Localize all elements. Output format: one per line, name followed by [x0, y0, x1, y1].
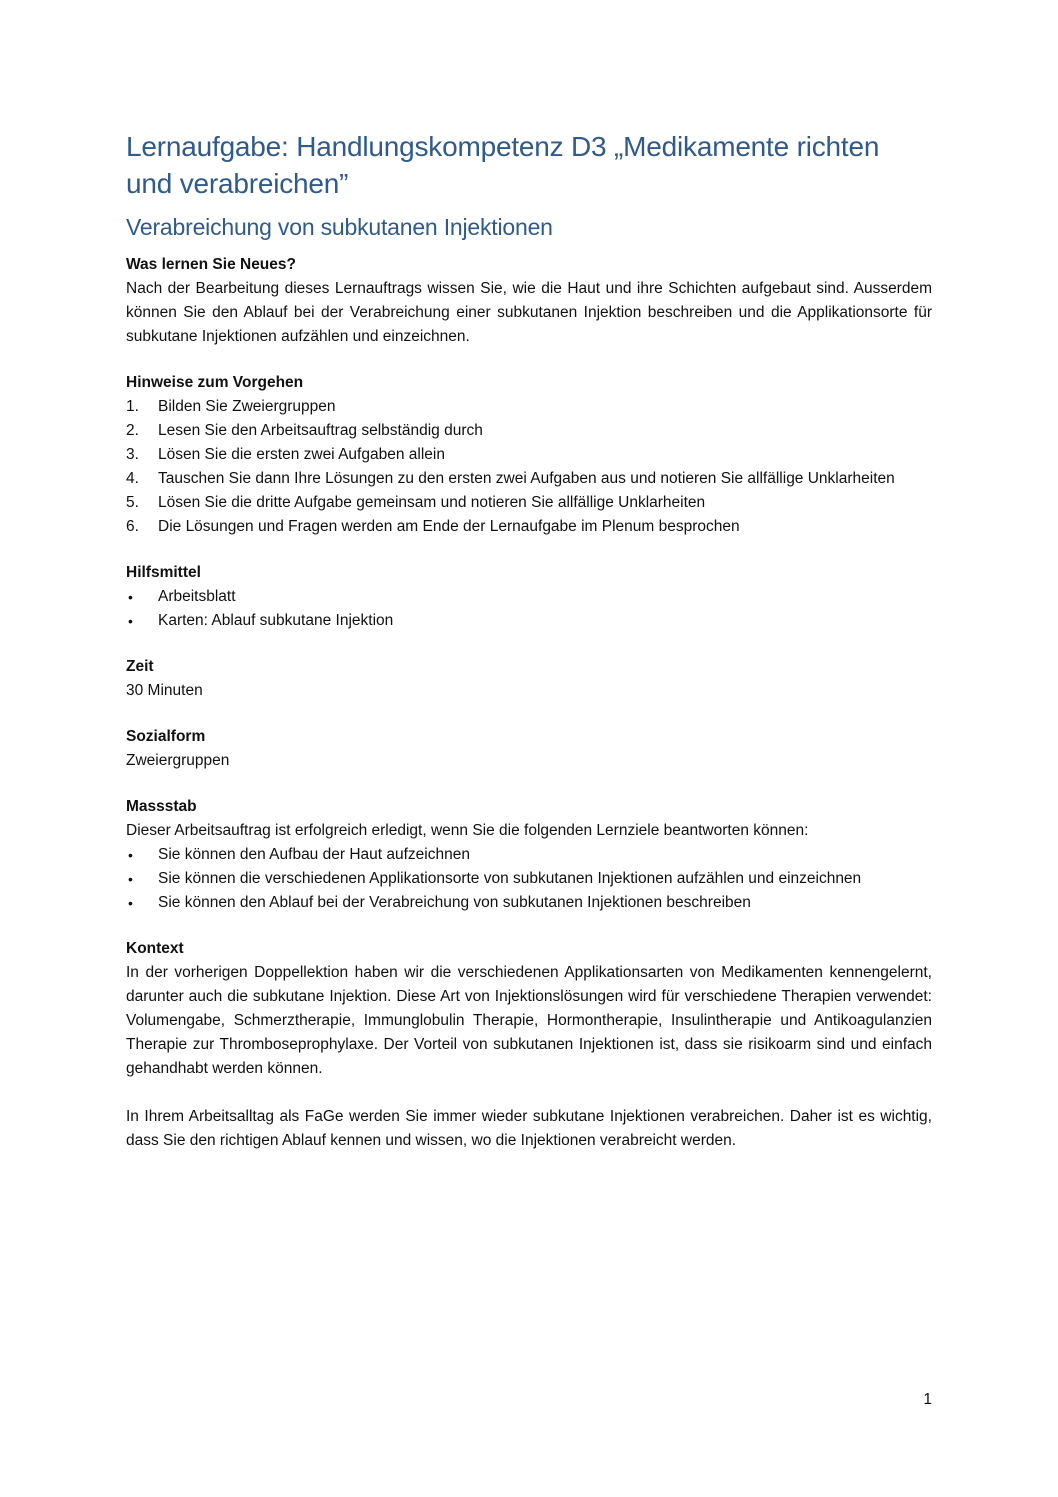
section-hilfsmittel [126, 561, 932, 633]
section-kontext [126, 937, 932, 1153]
step-text: Lösen Sie die ersten zwei Aufgaben allein [158, 446, 445, 463]
list-item [126, 395, 932, 419]
section-neues [126, 253, 932, 349]
list-item-text: Karten: Ablauf subkutane Injektion [158, 612, 394, 629]
section-text-sozialform: Zweiergruppen [126, 752, 230, 769]
section-text-zeit: 30 Minuten [126, 682, 203, 699]
step-number: 5. [126, 494, 139, 511]
bullet-icon: • [128, 895, 133, 911]
step-text: Tauschen Sie dann Ihre Lösungen zu den ersten zwei Aufgaben aus und notieren Sie allfällige Unklarheiten [158, 470, 895, 487]
document-page [126, 128, 932, 1153]
list-item [126, 515, 932, 539]
page-subtitle: Verabreichung von subkutanen Injektionen [126, 214, 553, 240]
list-item-text: Arbeitsblatt [158, 588, 236, 605]
bullet-icon: • [128, 613, 133, 629]
section-heading-hilfsmittel: Hilfsmittel [126, 564, 201, 581]
paragraph-spacer [126, 1081, 932, 1105]
lernziele-list [126, 843, 932, 915]
list-item [126, 419, 932, 443]
list-item [126, 843, 932, 867]
section-heading-sozialform: Sozialform [126, 728, 206, 745]
section-heading-vorgehen: Hinweise zum Vorgehen [126, 374, 304, 391]
steps-list [126, 395, 932, 539]
step-number: 3. [126, 446, 139, 463]
list-item [126, 867, 932, 891]
section-massstab [126, 795, 932, 915]
section-vorgehen [126, 371, 932, 539]
bullet-icon: • [128, 871, 133, 887]
step-text: Die Lösungen und Fragen werden am Ende der Lernaufgabe im Plenum besprochen [158, 518, 740, 535]
bullet-icon: • [128, 847, 133, 863]
section-heading-massstab: Massstab [126, 798, 197, 815]
section-heading-zeit: Zeit [126, 658, 154, 675]
page-title: Lernaufgabe: Handlungskompetenz D3 „Medikamente richten und verabreichen” [126, 131, 880, 199]
step-number: 2. [126, 422, 139, 439]
list-item [126, 891, 932, 915]
list-item-text: Sie können den Aufbau der Haut aufzeichnen [158, 846, 470, 863]
section-heading-kontext: Kontext [126, 940, 184, 957]
step-number: 1. [126, 398, 139, 415]
bullet-icon: • [128, 589, 133, 605]
section-intro-massstab: Dieser Arbeitsauftrag ist erfolgreich erledigt, wenn Sie die folgenden Lernziele beantworten können: [126, 822, 809, 839]
step-text: Lösen Sie die dritte Aufgabe gemeinsam und notieren Sie allfällige Unklarheiten [158, 494, 706, 511]
step-text: Lesen Sie den Arbeitsauftrag selbständig durch [158, 422, 483, 439]
section-text-kontext-1: In der vorherigen Doppellektion haben wir die verschiedenen Applikationsarten von Medikamenten kennengelernt, darunter auch die subkutane Injektion. Diese Art von Injektionslösungen wird für verschiedene Therapien verwendet: Volumengabe, Schmerztherapie, Immunglobulin Therapie, Hormontherapie, Insulintherapie und Antikoagulanzien Therapie zur Thromboseprophylaxe. Der Vorteil von subkutanen Injektionen ist, dass sie risikoarm sind und einfach gehandhabt werden können. [126, 964, 932, 1077]
section-zeit [126, 655, 932, 703]
list-item [126, 609, 932, 633]
step-number: 4. [126, 470, 139, 487]
section-heading-neues: Was lernen Sie Neues? [126, 256, 296, 273]
list-item [126, 491, 932, 515]
section-text-kontext-2: In Ihrem Arbeitsalltag als FaGe werden Sie immer wieder subkutane Injektionen verabreichen. Daher ist es wichtig, dass Sie den richtigen Ablauf kennen und wissen, wo die Injektionen verabreicht werden. [126, 1108, 932, 1149]
list-item [126, 467, 932, 491]
list-item [126, 443, 932, 467]
step-text: Bilden Sie Zweiergruppen [158, 398, 336, 415]
section-text-neues: Nach der Bearbeitung dieses Lernauftrags wissen Sie, wie die Haut und ihre Schichten aufgebaut sind. Ausserdem können Sie den Ablauf bei der Verabreichung einer subkutanen Injektion beschreiben und die Applikationsorte für subkutane Injektionen aufzählen und einzeichnen. [126, 280, 932, 345]
list-item-text: Sie können die verschiedenen Applikationsorte von subkutanen Injektionen aufzählen und einzeichnen [158, 870, 862, 887]
section-sozialform [126, 725, 932, 773]
page-number: 1 [923, 1391, 932, 1408]
list-item [126, 585, 932, 609]
list-item-text: Sie können den Ablauf bei der Verabreichung von subkutanen Injektionen beschreiben [158, 894, 751, 911]
hilfsmittel-list [126, 585, 932, 633]
step-number: 6. [126, 518, 139, 535]
